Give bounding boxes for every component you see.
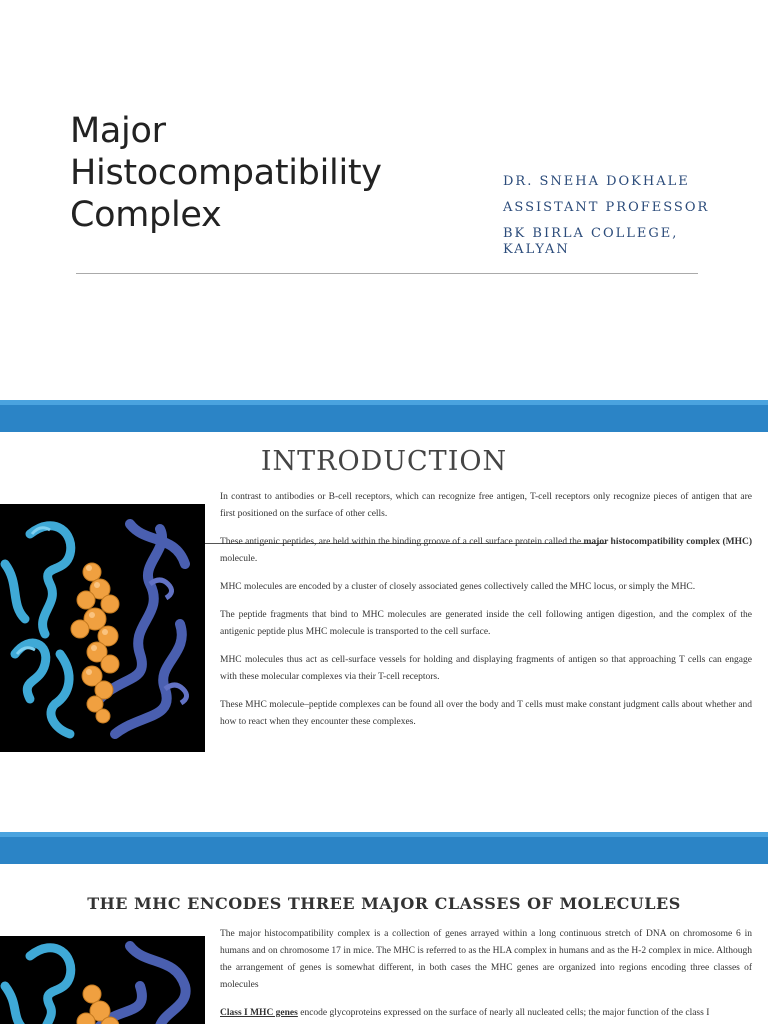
introduction-slide xyxy=(0,432,768,832)
protein-structure-illustration xyxy=(0,504,205,752)
paragraph-text: encode glycoproteins expressed on the surface of nearly all nucleated cells; the major function of the class I xyxy=(297,1008,710,1018)
author-position: ASSISTANT PROFESSOR xyxy=(503,200,710,215)
mhc-protein-image xyxy=(0,936,205,1024)
paragraph: The major histocompatibility complex is a collection of genes arrayed within a long continuous stretch of DNA on chromosome 6 in humans and on chromosome 17 in mice. The MHC is referred to as the HLA complex in humans and as the H-2 complex in mice. Although the arrangement of genes is somewhat different, in both cases the MHC genes are organized into regions encoding three classes of molecules xyxy=(220,929,752,990)
introduction-text xyxy=(220,489,752,742)
class-i-term: Class I MHC genes xyxy=(220,1008,298,1018)
slide-heading: THE MHC ENCODES THREE MAJOR CLASSES OF MOLECULES xyxy=(87,894,681,913)
presentation-title: Major Histocompatibility Complex xyxy=(70,111,382,235)
paragraph xyxy=(220,534,752,568)
author-name: DR. SNEHA DOKHALE xyxy=(503,174,690,189)
slide-separator xyxy=(0,832,768,864)
mhc-classes-text xyxy=(220,926,752,1024)
slide-heading: INTRODUCTION xyxy=(260,446,508,477)
paragraph: In contrast to antibodies or B-cell receptors, which can recognize free antigen, T-cell receptors only recognize pieces of antigen that are first positioned on the surface of other cells. xyxy=(220,492,752,519)
mhc-term: major histocompatibility complex (MHC) xyxy=(583,537,752,547)
mhc-classes-slide xyxy=(0,864,768,1024)
title-divider xyxy=(76,273,698,274)
title-slide xyxy=(0,0,768,400)
slide-separator xyxy=(0,400,768,432)
paragraph: The peptide fragments that bind to MHC molecules are generated inside the cell following antigen digestion, and the complex of the antigenic peptide plus MHC molecule is transported to the cell surface. xyxy=(220,610,752,637)
paragraph: MHC molecules thus act as cell-surface vessels for holding and displaying fragments of antigen so that approaching T cells can engage with these molecular complexes via their T-cell receptors. xyxy=(220,655,752,682)
mhc-protein-image xyxy=(0,504,205,752)
paragraph-text: These antigenic peptides, are held within the binding groove of a cell surface protein called the xyxy=(220,537,584,547)
paragraph-text: molecule. xyxy=(220,554,258,564)
paragraph: These MHC molecule–peptide complexes can be found all over the body and T cells must make constant judgment calls about whether and how to react when they encounter these complexes. xyxy=(220,700,752,727)
protein-structure-illustration xyxy=(0,936,205,1024)
paragraph xyxy=(220,1005,752,1022)
author-institution: BK BIRLA COLLEGE, KALYAN xyxy=(503,226,679,257)
paragraph: MHC molecules are encoded by a cluster of closely associated genes collectively called the MHC locus, or simply the MHC. xyxy=(220,582,696,592)
author-block xyxy=(503,174,733,268)
